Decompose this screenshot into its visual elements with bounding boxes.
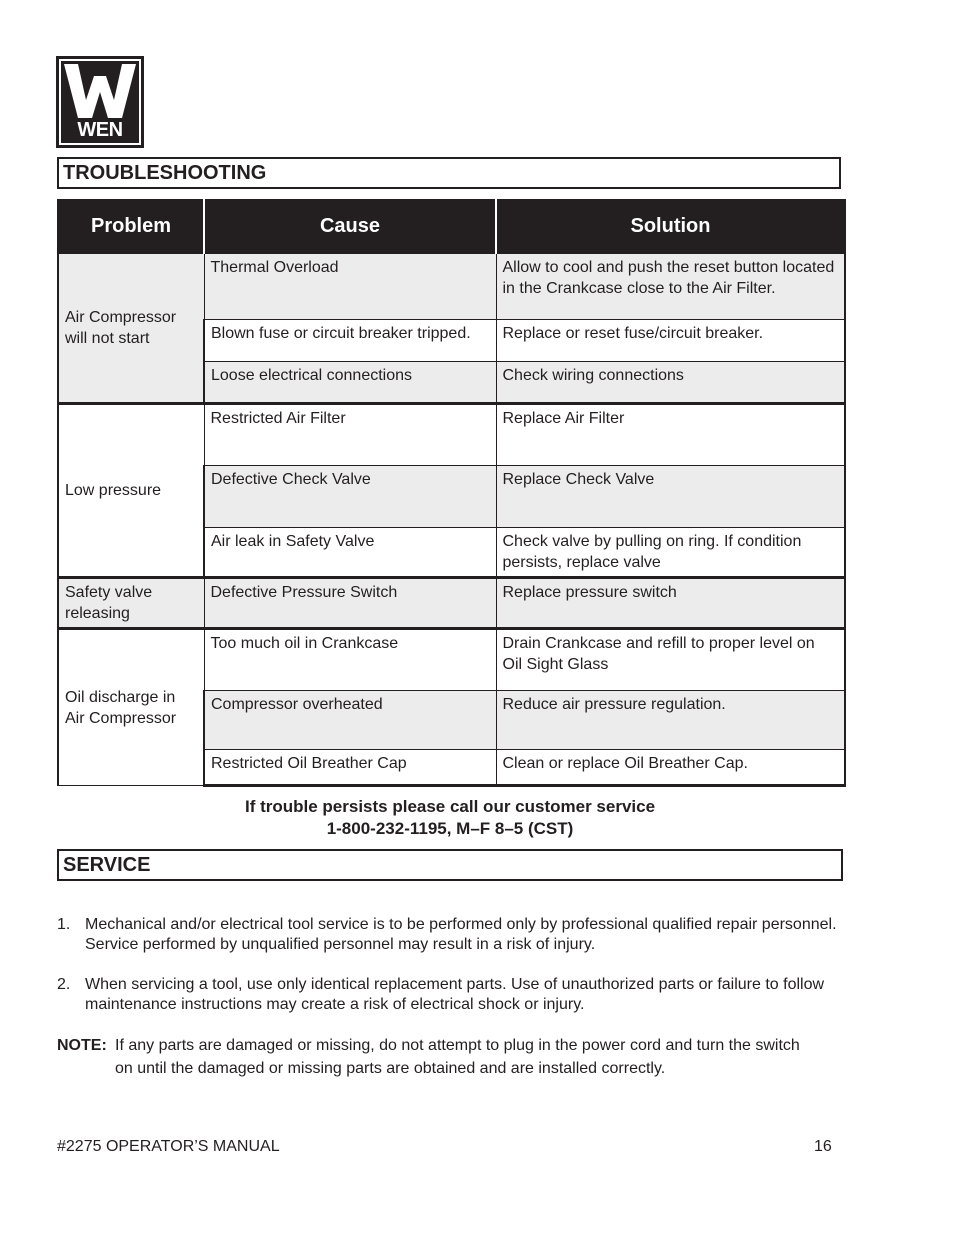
service-title: SERVICE [57,849,843,881]
table-row [58,629,845,691]
solution-cell: Reduce air pressure regulation. [496,691,845,750]
solution-cell: Check valve by pulling on ring. If condition persists, replace valve [496,528,845,578]
header-solution: Solution [496,199,845,254]
logo-wordmark: WEN [77,119,123,141]
customer-service-line: If trouble persists please call our customer service [244,797,656,816]
solution-cell: Replace Check Valve [496,466,845,528]
cause-cell: Restricted Air Filter [204,404,496,466]
problem-cell: Low pressure [58,404,204,578]
header-cause: Cause [204,199,496,254]
cause-cell: Air leak in Safety Valve [204,528,496,578]
cause-cell: Defective Check Valve [204,466,496,528]
troubleshooting-table [57,199,846,787]
table-row [58,578,845,629]
solution-cell: Allow to cool and push the reset button located in the Crankcase close to the Air Filter. [496,254,845,320]
solution-cell: Check wiring connections [496,362,845,404]
cause-cell: Thermal Overload [204,254,496,320]
service-item-text: Mechanical and/or electrical tool service is to be performed only by professional qualified repair personnel. Service performed by unqualified personnel may result in a risk of injury. [85,916,837,953]
cause-cell: Blown fuse or circuit breaker tripped. [204,320,496,362]
footer-manual-title: #2275 OPERATOR’S MANUAL [57,1138,280,1155]
header-problem: Problem [58,199,204,254]
cause-cell: Defective Pressure Switch [204,578,496,629]
table-row [58,404,845,466]
table-row [58,254,845,320]
service-item-text: When servicing a tool, use only identical replacement parts. Use of unauthorized parts or failure to follow maintenance instructions may create a risk of electrical shock or injury. [85,976,825,1013]
solution-cell: Replace pressure switch [496,578,845,629]
solution-cell: Replace Air Filter [496,404,845,466]
note-text: If any parts are damaged or missing, do not attempt to plug in the power cord and turn the switch on until the damaged or missing parts are obtained and are installed correctly. [115,1037,800,1077]
solution-cell: Replace or reset fuse/circuit breaker. [496,320,845,362]
cause-cell: Restricted Oil Breather Cap [204,750,496,786]
solution-cell: Clean or replace Oil Breather Cap. [496,750,845,786]
wen-logo [56,56,144,148]
footer-page-number: 16 [814,1138,832,1155]
cause-cell: Too much oil in Crankcase [204,629,496,691]
problem-cell: Oil discharge in Air Compressor [58,629,204,786]
table-header-row [58,199,845,254]
problem-cell: Safety valve releasing [58,578,204,629]
customer-service-callout [0,796,900,840]
service-item-number: 1. [57,916,71,933]
service-item-number: 2. [57,976,71,993]
note-label: NOTE: [57,1037,107,1054]
solution-cell: Drain Crankcase and refill to proper level on Oil Sight Glass [496,629,845,691]
problem-cell: Air Compressor will not start [58,254,204,404]
cause-cell: Compressor overheated [204,691,496,750]
cause-cell: Loose electrical connections [204,362,496,404]
customer-service-phone: 1-800-232-1195, M–F 8–5 (CST) [326,819,574,838]
troubleshooting-title: TROUBLESHOOTING [57,157,841,189]
